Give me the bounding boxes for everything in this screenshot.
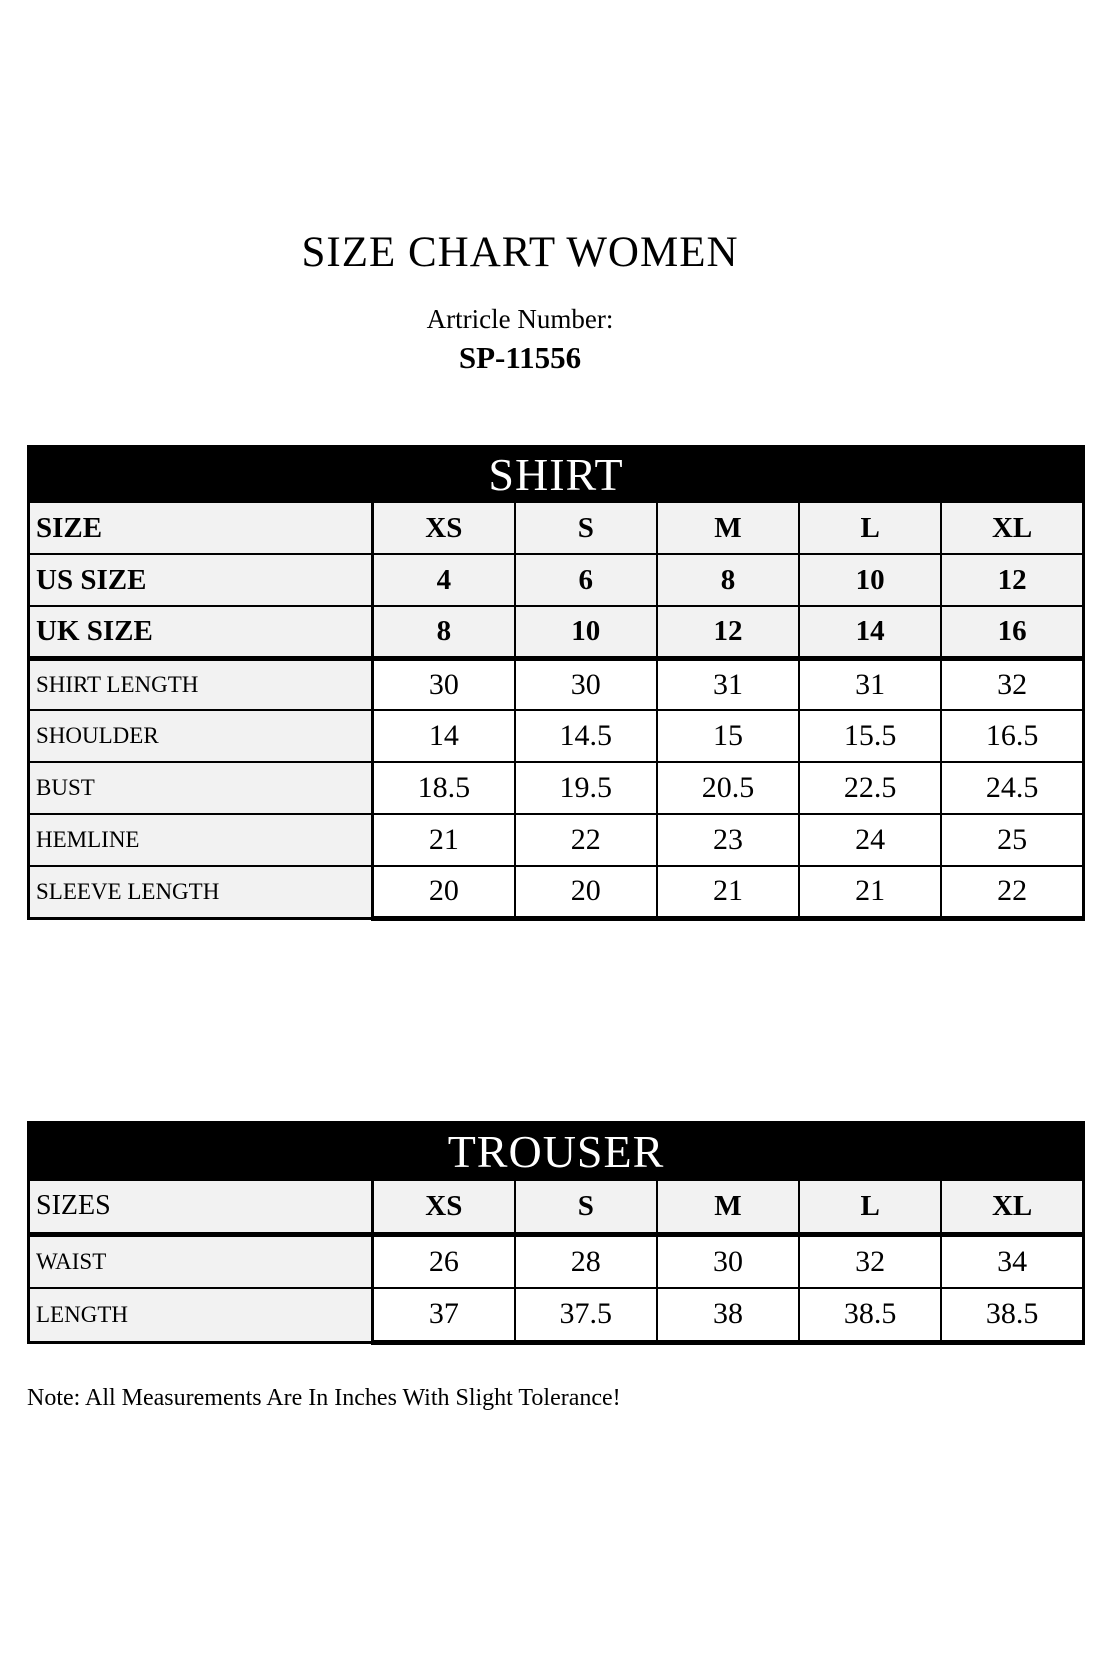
value-cell: 8 — [373, 606, 515, 658]
value-cell: 12 — [941, 554, 1083, 606]
value-cell: 10 — [515, 606, 657, 658]
value-cell: 16 — [941, 606, 1083, 658]
value-cell: 20.5 — [657, 762, 799, 814]
header-label-cell: SIZES — [29, 1180, 373, 1234]
value-cell: 20 — [373, 866, 515, 918]
value-cell: 18.5 — [373, 762, 515, 814]
value-cell: 21 — [373, 814, 515, 866]
value-cell: 16.5 — [941, 710, 1083, 762]
row-label-cell: HEMLINE — [29, 814, 373, 866]
row-label-cell: WAIST — [29, 1234, 373, 1288]
shirt-table — [27, 445, 1085, 921]
value-cell: 14 — [373, 710, 515, 762]
header-size-cell: XS — [373, 502, 515, 554]
trouser-table — [27, 1121, 1085, 1345]
row-label-cell: UK SIZE — [29, 606, 373, 658]
value-cell: 30 — [373, 658, 515, 710]
table-row — [29, 710, 1084, 762]
header-size-cell: L — [799, 1180, 941, 1234]
value-cell: 31 — [657, 658, 799, 710]
header-size-cell: S — [515, 1180, 657, 1234]
note-text: Note: All Measurements Are In Inches With Slight Tolerance! — [27, 1384, 621, 1411]
header-size-cell: L — [799, 502, 941, 554]
header-size-cell: XL — [941, 502, 1083, 554]
value-cell: 24.5 — [941, 762, 1083, 814]
table-row — [29, 554, 1084, 606]
value-cell: 30 — [515, 658, 657, 710]
header-block — [0, 0, 1040, 375]
value-cell: 31 — [799, 658, 941, 710]
value-cell: 32 — [799, 1234, 941, 1288]
value-cell: 37.5 — [515, 1288, 657, 1342]
header-size-cell: M — [657, 1180, 799, 1234]
value-cell: 6 — [515, 554, 657, 606]
page-title: SIZE CHART WOMEN — [301, 229, 739, 276]
value-cell: 38.5 — [799, 1288, 941, 1342]
value-cell: 22 — [515, 814, 657, 866]
value-cell: 8 — [657, 554, 799, 606]
value-cell: 30 — [657, 1234, 799, 1288]
value-cell: 21 — [657, 866, 799, 918]
header-size-cell: M — [657, 502, 799, 554]
value-cell: 15 — [657, 710, 799, 762]
value-cell: 4 — [373, 554, 515, 606]
value-cell: 15.5 — [799, 710, 941, 762]
value-cell: 38.5 — [941, 1288, 1083, 1342]
value-cell: 10 — [799, 554, 941, 606]
table-row — [29, 1288, 1084, 1342]
value-cell: 37 — [373, 1288, 515, 1342]
row-label-cell: SLEEVE LENGTH — [29, 866, 373, 918]
value-cell: 20 — [515, 866, 657, 918]
table-row — [29, 606, 1084, 658]
row-label-cell: SHOULDER — [29, 710, 373, 762]
value-cell: 21 — [799, 866, 941, 918]
shirt-table-section — [0, 445, 1110, 921]
value-cell: 34 — [941, 1234, 1083, 1288]
value-cell: 22.5 — [799, 762, 941, 814]
value-cell: 28 — [515, 1234, 657, 1288]
value-cell: 12 — [657, 606, 799, 658]
trouser-table-section — [0, 1121, 1110, 1345]
article-number: SP-11556 — [458, 340, 582, 376]
value-cell: 25 — [941, 814, 1083, 866]
header-size-cell: S — [515, 502, 657, 554]
table-row — [29, 814, 1084, 866]
value-cell: 19.5 — [515, 762, 657, 814]
row-label-cell: SHIRT LENGTH — [29, 658, 373, 710]
value-cell: 26 — [373, 1234, 515, 1288]
table-row — [29, 1234, 1084, 1288]
value-cell: 22 — [941, 866, 1083, 918]
table-banner: SHIRT — [29, 447, 1084, 503]
table-row — [29, 658, 1084, 710]
value-cell: 38 — [657, 1288, 799, 1342]
table-row — [29, 762, 1084, 814]
article-number-label: Artricle Number: — [426, 304, 614, 335]
row-label-cell: LENGTH — [29, 1288, 373, 1342]
table-row — [29, 866, 1084, 918]
value-cell: 14 — [799, 606, 941, 658]
header-size-cell: XS — [373, 1180, 515, 1234]
row-label-cell: BUST — [29, 762, 373, 814]
row-label-cell: US SIZE — [29, 554, 373, 606]
value-cell: 32 — [941, 658, 1083, 710]
header-size-cell: XL — [941, 1180, 1083, 1234]
header-label-cell: SIZE — [29, 502, 373, 554]
value-cell: 14.5 — [515, 710, 657, 762]
table-banner: TROUSER — [29, 1122, 1084, 1180]
value-cell: 24 — [799, 814, 941, 866]
value-cell: 23 — [657, 814, 799, 866]
